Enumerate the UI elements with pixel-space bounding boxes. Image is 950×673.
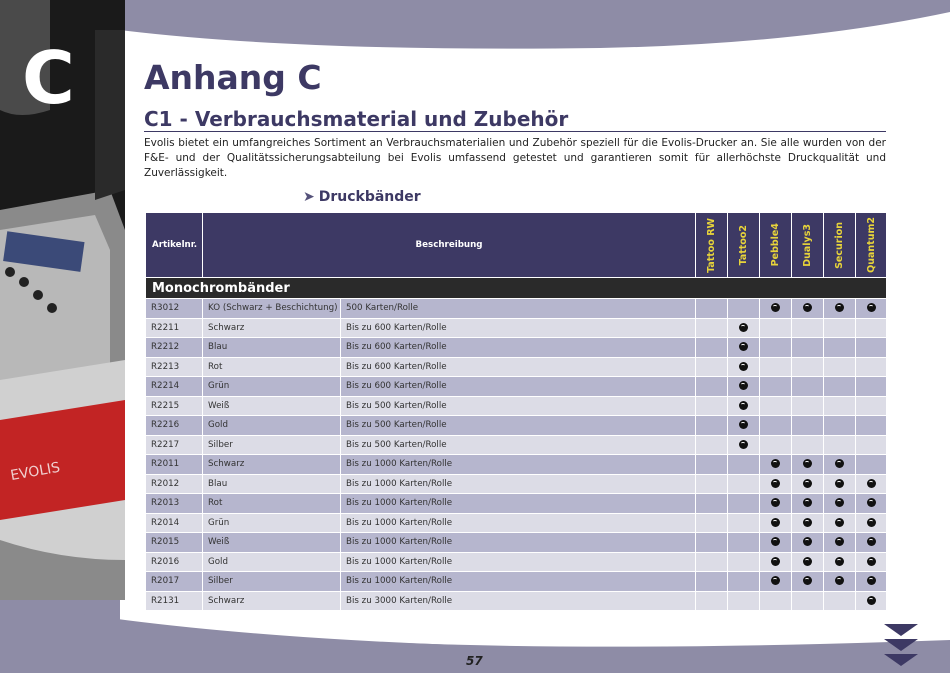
article-number-cell: R2014 [146, 513, 203, 533]
name-cell: KO (Schwarz + Beschichtung) [203, 299, 341, 319]
name-cell: Grün [203, 513, 341, 533]
table-row [146, 338, 887, 358]
section-subtitle: C1 - Verbrauchsmaterial und Zubehör [144, 107, 569, 131]
page-number: 57 [466, 654, 483, 668]
compatibility-cell [824, 591, 856, 611]
compatibility-cell [792, 533, 824, 553]
compatibility-cell [696, 455, 728, 475]
compatibility-cell [856, 572, 887, 592]
compatible-icon [835, 479, 844, 488]
compatibility-cell [856, 552, 887, 572]
compatibility-cell [760, 435, 792, 455]
compatibility-cell [792, 338, 824, 358]
column-header-description: Beschreibung [203, 213, 696, 278]
table-row [146, 494, 887, 514]
article-number-cell: R2211 [146, 318, 203, 338]
article-number-cell: R2212 [146, 338, 203, 358]
compatibility-cell [728, 357, 760, 377]
page-title: Anhang C [144, 58, 322, 97]
article-number-cell: R2016 [146, 552, 203, 572]
compatibility-cell [824, 396, 856, 416]
compatibility-cell [792, 552, 824, 572]
table-row [146, 591, 887, 611]
compatibility-cell [856, 513, 887, 533]
compatible-icon [835, 498, 844, 507]
compatible-icon [835, 537, 844, 546]
name-cell: Silber [203, 572, 341, 592]
column-header-printer: Dualys3 [792, 213, 824, 278]
compatibility-cell [824, 338, 856, 358]
compatibility-cell [856, 357, 887, 377]
table-row [146, 455, 887, 475]
compatible-icon [771, 518, 780, 527]
compatibility-cell [760, 357, 792, 377]
compatible-icon [771, 537, 780, 546]
compatible-icon [803, 459, 812, 468]
compatibility-cell [792, 435, 824, 455]
compatibility-cell [856, 396, 887, 416]
compatibility-cell [792, 318, 824, 338]
compatibility-cell [824, 318, 856, 338]
next-page-icon[interactable] [884, 622, 920, 672]
compatible-icon [771, 459, 780, 468]
column-header-article: Artikelnr. [146, 213, 203, 278]
name-cell: Gold [203, 552, 341, 572]
description-cell: Bis zu 1000 Karten/Rolle [341, 474, 696, 494]
table-row [146, 474, 887, 494]
compatible-icon [867, 596, 876, 605]
compatible-icon [739, 401, 748, 410]
compatibility-cell [760, 396, 792, 416]
article-number-cell: R2213 [146, 357, 203, 377]
compatibility-cell [792, 474, 824, 494]
compatibility-cell [760, 572, 792, 592]
compatibility-cell [696, 513, 728, 533]
compatible-icon [771, 576, 780, 585]
compatibility-cell [696, 494, 728, 514]
compatible-icon [803, 537, 812, 546]
compatible-icon [739, 440, 748, 449]
compatibility-cell [824, 494, 856, 514]
compatibility-cell [728, 474, 760, 494]
compatible-icon [739, 420, 748, 429]
column-header-printer: Tattoo RW [696, 213, 728, 278]
compatibility-cell [728, 396, 760, 416]
compatibility-cell [696, 416, 728, 436]
description-cell: Bis zu 500 Karten/Rolle [341, 396, 696, 416]
compatibility-cell [696, 572, 728, 592]
compatibility-cell [824, 572, 856, 592]
compatibility-cell [696, 377, 728, 397]
svg-text:EVOLIS: EVOLIS [9, 459, 62, 485]
compatibility-cell [728, 435, 760, 455]
compatibility-cell [792, 455, 824, 475]
name-cell: Blau [203, 474, 341, 494]
article-number-cell: R3012 [146, 299, 203, 319]
compatibility-cell [760, 533, 792, 553]
compatible-icon [739, 342, 748, 351]
article-number-cell: R2011 [146, 455, 203, 475]
description-cell: Bis zu 1000 Karten/Rolle [341, 455, 696, 475]
description-cell: Bis zu 1000 Karten/Rolle [341, 494, 696, 514]
table-row [146, 377, 887, 397]
compatibility-cell [856, 318, 887, 338]
compatibility-cell [696, 318, 728, 338]
name-cell: Rot [203, 494, 341, 514]
table-row [146, 513, 887, 533]
table-row [146, 396, 887, 416]
name-cell: Grün [203, 377, 341, 397]
compatibility-cell [824, 377, 856, 397]
compatibility-cell [856, 416, 887, 436]
compatibility-cell [696, 396, 728, 416]
article-number-cell: R2215 [146, 396, 203, 416]
compatibility-cell [696, 357, 728, 377]
compatibility-cell [760, 299, 792, 319]
compatibility-cell [824, 474, 856, 494]
compatibility-cell [696, 474, 728, 494]
description-cell: Bis zu 600 Karten/Rolle [341, 338, 696, 358]
table-row [146, 357, 887, 377]
article-number-cell: R2216 [146, 416, 203, 436]
compatibility-cell [728, 513, 760, 533]
table-row [146, 572, 887, 592]
name-cell: Schwarz [203, 591, 341, 611]
compatible-icon [867, 557, 876, 566]
compatibility-cell [760, 591, 792, 611]
description-cell: Bis zu 600 Karten/Rolle [341, 318, 696, 338]
description-cell: Bis zu 1000 Karten/Rolle [341, 572, 696, 592]
compatibility-cell [856, 338, 887, 358]
compatibility-cell [792, 377, 824, 397]
compatibility-cell [856, 377, 887, 397]
table-row [146, 416, 887, 436]
chapter-letter: C [22, 36, 75, 120]
article-number-cell: R2131 [146, 591, 203, 611]
table-row [146, 435, 887, 455]
compatible-icon [803, 557, 812, 566]
compatible-icon [771, 557, 780, 566]
description-cell: Bis zu 500 Karten/Rolle [341, 435, 696, 455]
compatibility-cell [792, 591, 824, 611]
compatibility-cell [760, 318, 792, 338]
group-row [146, 278, 887, 299]
name-cell: Gold [203, 416, 341, 436]
compatibility-cell [792, 416, 824, 436]
table-row [146, 533, 887, 553]
compatibility-cell [824, 533, 856, 553]
name-cell: Silber [203, 435, 341, 455]
name-cell: Weiß [203, 396, 341, 416]
compatibility-cell [728, 533, 760, 553]
compatible-icon [867, 479, 876, 488]
compatible-icon [803, 479, 812, 488]
description-cell: Bis zu 3000 Karten/Rolle [341, 591, 696, 611]
article-number-cell: R2015 [146, 533, 203, 553]
compatibility-cell [824, 513, 856, 533]
column-header-printer: Securion [824, 213, 856, 278]
compatibility-cell [696, 552, 728, 572]
compatibility-cell [824, 435, 856, 455]
compatible-icon [835, 303, 844, 312]
compatibility-cell [728, 572, 760, 592]
column-header-printer: Pebble4 [760, 213, 792, 278]
compatibility-cell [856, 299, 887, 319]
compatibility-cell [696, 338, 728, 358]
name-cell: Rot [203, 357, 341, 377]
compatibility-cell [792, 494, 824, 514]
compatible-icon [867, 518, 876, 527]
table-row [146, 552, 887, 572]
compatibility-cell [728, 494, 760, 514]
compatibility-cell [856, 533, 887, 553]
compatibility-cell [824, 552, 856, 572]
compatible-icon [835, 459, 844, 468]
compatible-icon [867, 303, 876, 312]
compatible-icon [771, 303, 780, 312]
description-cell: Bis zu 1000 Karten/Rolle [341, 513, 696, 533]
compatible-icon [803, 576, 812, 585]
compatibility-cell [760, 338, 792, 358]
description-cell: Bis zu 1000 Karten/Rolle [341, 552, 696, 572]
compatibility-cell [760, 494, 792, 514]
compatibility-cell [760, 377, 792, 397]
compatible-icon [739, 381, 748, 390]
compatibility-cell [760, 416, 792, 436]
compatibility-cell [792, 396, 824, 416]
compatible-icon [867, 576, 876, 585]
compatibility-cell [824, 299, 856, 319]
compatibility-cell [792, 572, 824, 592]
arrow-right-icon: ➤ [303, 189, 315, 205]
compatibility-cell [760, 474, 792, 494]
compatibility-cell [856, 474, 887, 494]
compatibility-cell [696, 533, 728, 553]
section-heading [303, 189, 421, 205]
article-number-cell: R2017 [146, 572, 203, 592]
compatibility-cell [696, 299, 728, 319]
column-header-printer: Quantum2 [856, 213, 887, 278]
section-heading-label: Druckbänder [318, 189, 421, 205]
article-number-cell: R2217 [146, 435, 203, 455]
title-rule [144, 131, 886, 132]
compatibility-cell [728, 377, 760, 397]
compatible-icon [771, 498, 780, 507]
column-header-printer: Tattoo2 [728, 213, 760, 278]
compatible-icon [739, 362, 748, 371]
compatibility-cell [792, 299, 824, 319]
compatibility-cell [696, 435, 728, 455]
compatibility-cell [760, 455, 792, 475]
compatibility-cell [728, 318, 760, 338]
description-cell: Bis zu 1000 Karten/Rolle [341, 533, 696, 553]
name-cell: Blau [203, 338, 341, 358]
compatible-icon [835, 518, 844, 527]
compatible-icon [739, 323, 748, 332]
table-row [146, 299, 887, 319]
compatibility-cell [792, 357, 824, 377]
compatibility-cell [824, 416, 856, 436]
compatible-icon [803, 303, 812, 312]
compatibility-cell [792, 513, 824, 533]
name-cell: Schwarz [203, 455, 341, 475]
compatibility-cell [728, 338, 760, 358]
name-cell: Schwarz [203, 318, 341, 338]
group-label: Monochrombänder [146, 278, 887, 299]
compatibility-cell [760, 513, 792, 533]
description-cell: Bis zu 500 Karten/Rolle [341, 416, 696, 436]
compatible-icon [867, 498, 876, 507]
compatibility-cell [728, 455, 760, 475]
table-row [146, 318, 887, 338]
table-header-row [146, 213, 887, 278]
article-number-cell: R2012 [146, 474, 203, 494]
compatibility-cell [760, 552, 792, 572]
compatible-icon [835, 576, 844, 585]
compatibility-cell [824, 357, 856, 377]
compatible-icon [867, 537, 876, 546]
article-number-cell: R2214 [146, 377, 203, 397]
compatible-icon [803, 518, 812, 527]
compatibility-cell [728, 552, 760, 572]
description-cell: Bis zu 600 Karten/Rolle [341, 357, 696, 377]
description-cell: Bis zu 600 Karten/Rolle [341, 377, 696, 397]
compatibility-cell [728, 299, 760, 319]
article-number-cell: R2013 [146, 494, 203, 514]
compatibility-cell [856, 494, 887, 514]
compatibility-cell [856, 591, 887, 611]
name-cell: Weiß [203, 533, 341, 553]
compatible-icon [803, 498, 812, 507]
compatibility-cell [856, 455, 887, 475]
compatible-icon [771, 479, 780, 488]
compatible-icon [835, 557, 844, 566]
intro-paragraph: Evolis bietet ein umfangreiches Sortiment an Verbrauchsmaterialien und Zubehör speziell für die Evolis-Drucker an. Sie alle wurden von der F&E- und der Qualitätssicherungsabteilung bei Evolis umfassend getestet und garantieren somit für allerhöchste Druckqualität und Zuverlässigkeit. [144, 137, 886, 179]
compatibility-cell [856, 435, 887, 455]
ribbons-table [145, 212, 887, 611]
compatibility-cell [728, 416, 760, 436]
compatibility-cell [728, 591, 760, 611]
description-cell: 500 Karten/Rolle [341, 299, 696, 319]
compatibility-cell [696, 591, 728, 611]
compatibility-cell [824, 455, 856, 475]
